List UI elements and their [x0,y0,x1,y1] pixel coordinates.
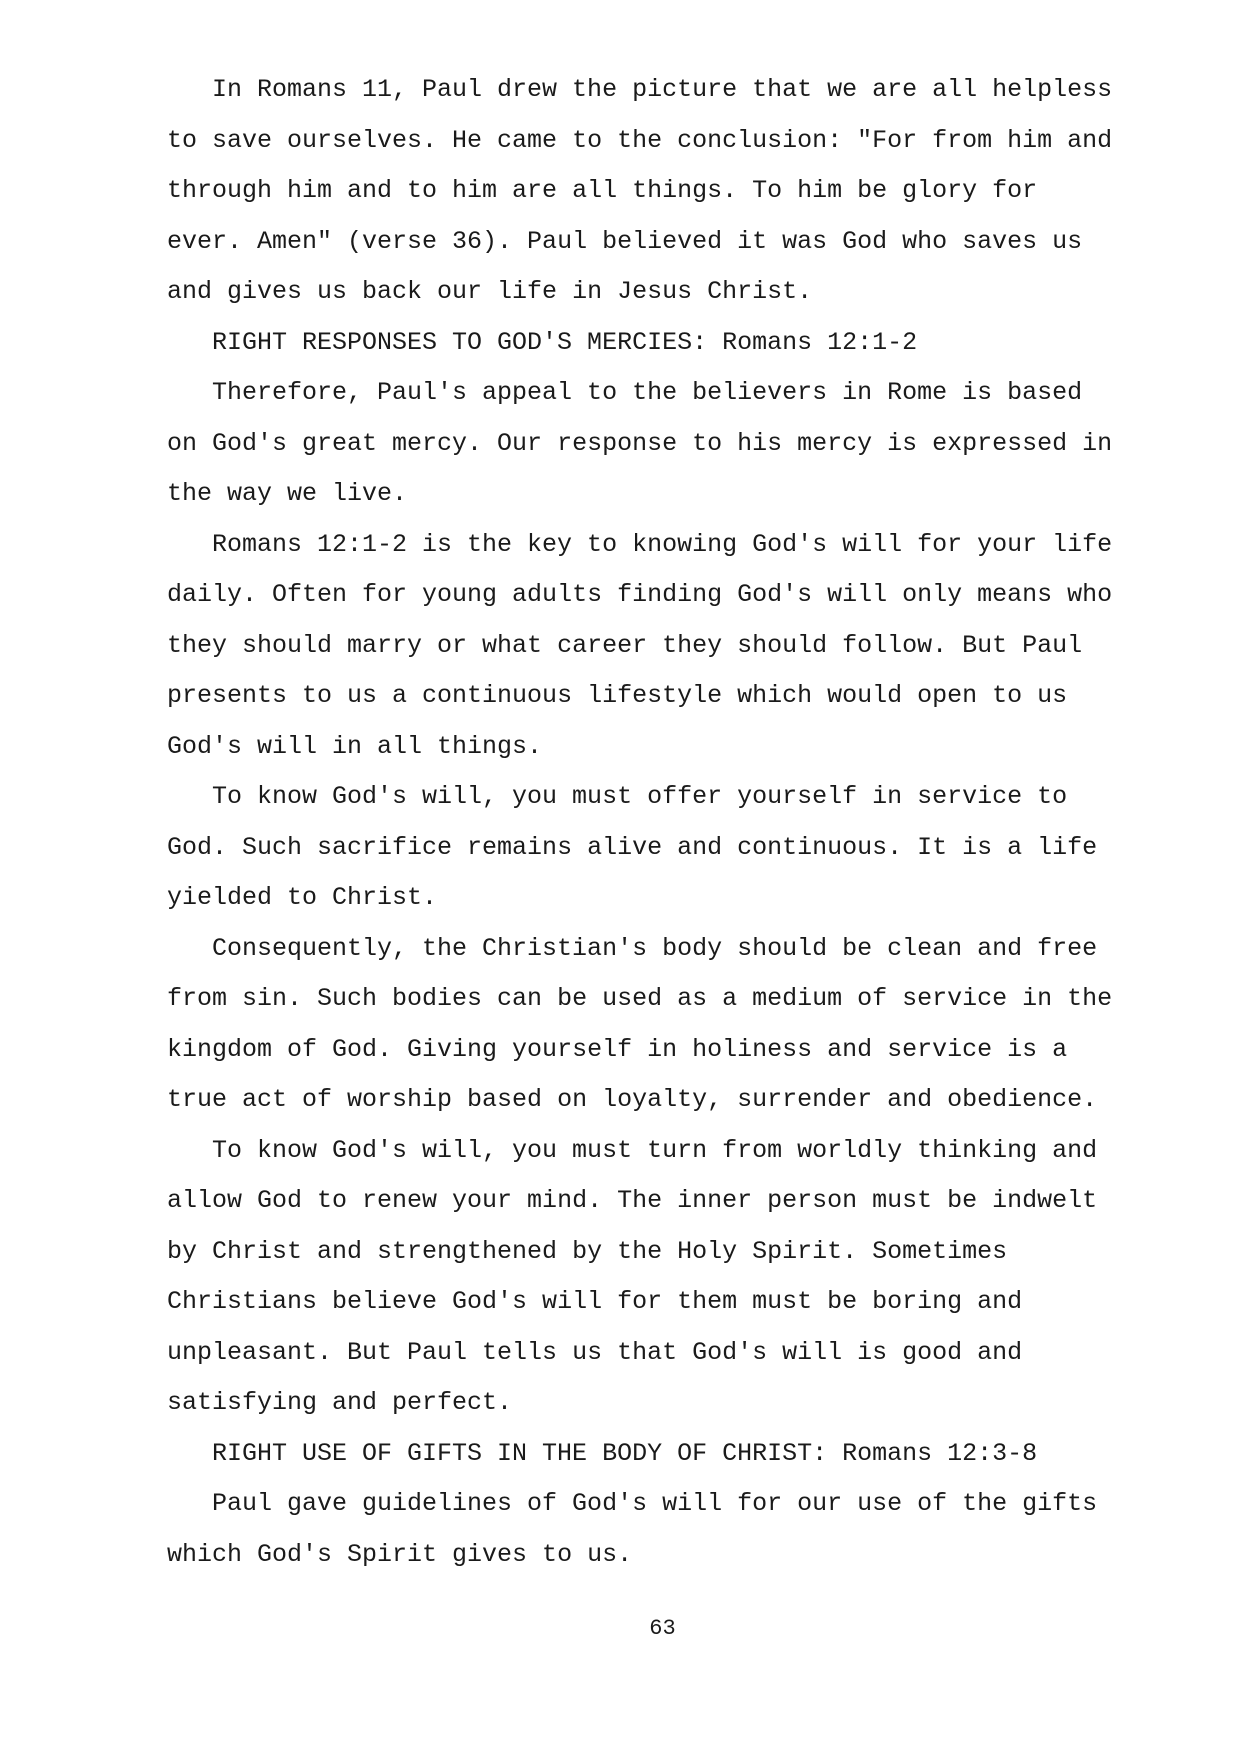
text-line: God's will in all things. [167,731,543,761]
text-line: they should marry or what career they should follow. But Paul [167,630,1083,660]
text-line: allow God to renew your mind. The inner person must be indwelt [167,1186,1098,1215]
paragraph-first-line: Therefore, Paul's appeal to the believers in Rome is based [212,378,1083,407]
text-line: presents to us a continuous lifestyle which would open to us [167,681,1068,710]
paragraph-first-line: RIGHT USE OF GIFTS IN THE BODY OF CHRIST: Romans 12:3-8 [212,1438,1038,1468]
text-line: daily. Often for young adults finding God's will only means who [167,580,1113,609]
text-line: on God's great mercy. Our response to his mercy is expressed in [167,428,1113,458]
text-line: God. Such sacrifice remains alive and continuous. It is a life [167,832,1098,862]
text-line: true act of worship based on loyalty, surrender and obedience. [167,1085,1098,1114]
text-line: from sin. Such bodies can be used as a medium of service in the [167,984,1113,1013]
paragraph-first-line: To know God's will, you must offer yourself in service to [212,782,1068,811]
text-line: to save ourselves. He came to the conclusion: "For from him and [167,125,1113,155]
page-number: 63 [649,1616,676,1641]
text-line: Christians believe God's will for them must be boring and [167,1287,1023,1316]
text-line: which God's Spirit gives to us. [167,1539,633,1569]
paragraph-first-line: To know God's will, you must turn from worldly thinking and [212,1135,1098,1165]
paragraph-first-line: Consequently, the Christian's body should be clean and free [212,933,1098,963]
paragraph-first-line: RIGHT RESPONSES TO GOD'S MERCIES: Romans 12:1-2 [212,327,918,357]
text-line: kingdom of God. Giving yourself in holiness and service is a [167,1034,1068,1064]
paragraph-first-line: Paul gave guidelines of God's will for our use of the gifts [212,1489,1098,1518]
text-line: ever. Amen" (verse 36). Paul believed it was God who saves us [167,226,1083,256]
text-line: by Christ and strengthened by the Holy Spirit. Sometimes [167,1236,1008,1266]
text-line: and gives us back our life in Jesus Christ. [167,277,813,306]
paragraph-first-line: In Romans 11, Paul drew the picture that we are all helpless [212,75,1113,104]
text-line: unpleasant. But Paul tells us that God's will is good and [167,1337,1023,1367]
paragraph-first-line: Romans 12:1-2 is the key to knowing God's will for your life [212,529,1113,559]
text-line: through him and to him are all things. To him be glory for [167,176,1038,205]
text-line: yielded to Christ. [167,883,438,912]
text-line: satisfying and perfect. [167,1388,513,1417]
text-line: the way we live. [167,479,408,508]
